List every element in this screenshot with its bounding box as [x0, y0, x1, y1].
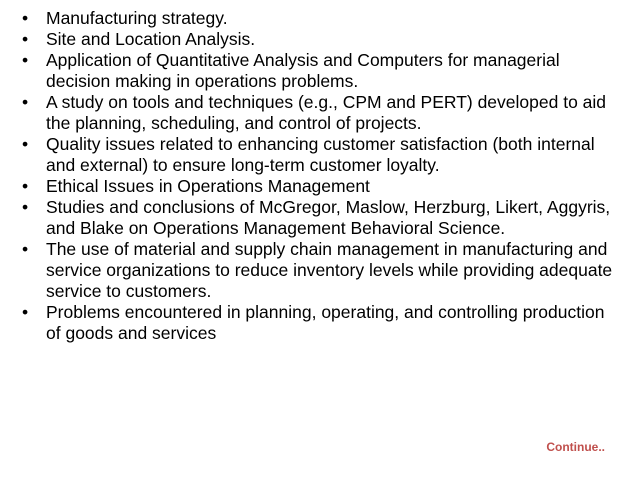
bullet-text: The use of material and supply chain management in manufacturing and service organizations to reduce inventory levels while providing adequate service to customers.	[46, 239, 613, 301]
bullet-dot-icon: •	[22, 302, 29, 322]
bullet-dot-icon: •	[22, 176, 29, 196]
bullet-item	[22, 134, 622, 176]
bullet-text: Problems encountered in planning, operating, and controlling production of goods and services	[46, 302, 605, 343]
bullet-dot-icon: •	[22, 197, 29, 217]
bullet-item	[22, 29, 622, 50]
bullet-text: Application of Quantitative Analysis and Computers for managerial decision making in operations problems.	[46, 50, 560, 91]
bullet-dot-icon: •	[22, 8, 29, 28]
bullet-dot-icon: •	[22, 239, 29, 259]
bullet-text: A study on tools and techniques (e.g., CPM and PERT) developed to aid the planning, scheduling, and control of projects.	[46, 92, 607, 133]
bullet-text: Manufacturing strategy.	[46, 8, 228, 28]
bullet-item	[22, 302, 622, 344]
bullet-list	[22, 8, 622, 344]
bullet-item	[22, 239, 622, 302]
bullet-dot-icon: •	[22, 29, 29, 49]
bullet-item	[22, 50, 622, 92]
bullet-text: Site and Location Analysis.	[46, 29, 256, 49]
bullet-item	[22, 197, 622, 239]
bullet-dot-icon: •	[22, 50, 29, 70]
bullet-dot-icon: •	[22, 134, 29, 154]
continue-label: Continue..	[546, 440, 605, 454]
bullet-text: Studies and conclusions of McGregor, Maslow, Herzburg, Likert, Aggyris, and Blake on Operations Management Behavioral Science.	[46, 197, 611, 238]
bullet-item	[22, 92, 622, 134]
bullet-item	[22, 176, 622, 197]
bullet-dot-icon: •	[22, 92, 29, 112]
bullet-text: Quality issues related to enhancing customer satisfaction (both internal and external) to ensure long-term customer loyalty.	[46, 134, 595, 175]
bullet-item	[22, 8, 622, 29]
bullet-text: Ethical Issues in Operations Management	[46, 176, 370, 196]
